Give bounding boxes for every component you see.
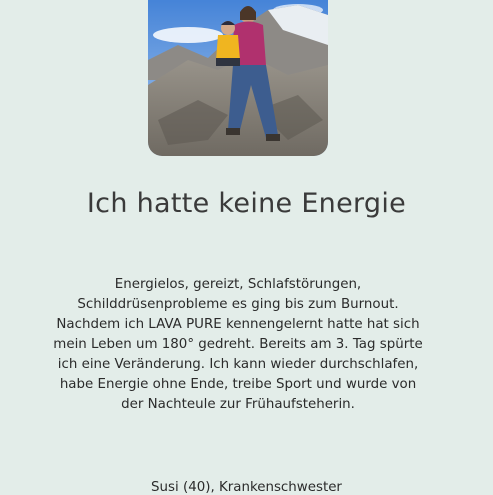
testimonial-author: Susi (40), Krankenschwester bbox=[151, 480, 342, 495]
testimonial-heading: Ich hatte keine Energie bbox=[86, 188, 407, 219]
mountain-photo-illustration bbox=[148, 0, 328, 156]
testimonial-photo bbox=[148, 0, 328, 156]
testimonial-text: Energielos, gereizt, Schlafstörungen, Schilddrüsenprobleme es ging bis zum Burnout. Nachdem ich LAVA PURE kennengelernt hatte hat sich mein Leben um 180° gedreht. Bereits am 3. Tag spürte ich eine Veränderung. Ich kann wieder durchschlafen, habe Energie ohne Ende, treibe Sport und wurde von der Nachteule zur Frühaufsteherin. bbox=[53, 277, 423, 412]
